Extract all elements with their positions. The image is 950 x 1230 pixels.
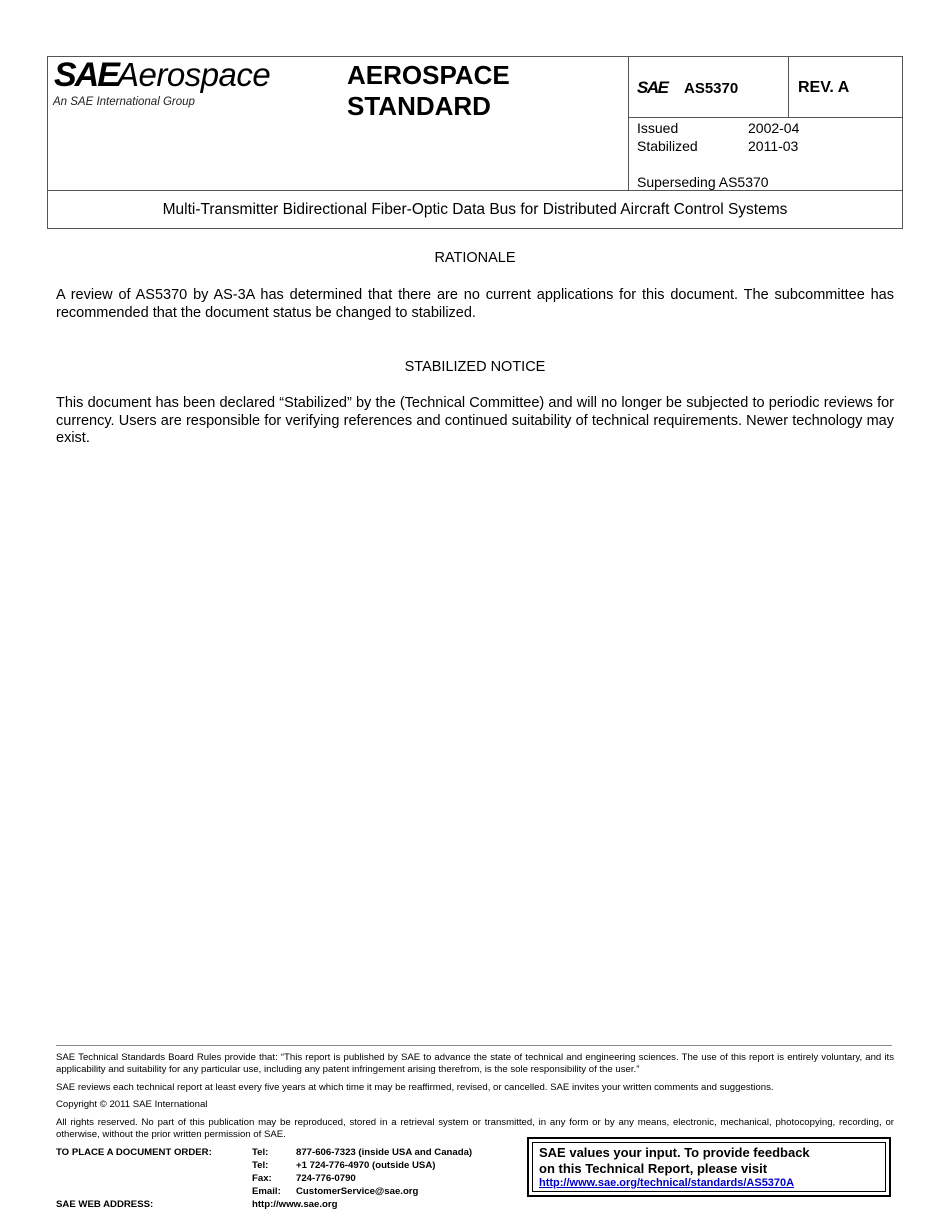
review-text: SAE reviews each technical report at least every five years at which time it may be reaffirmed, revised, or cancelled. SAE invites your written comments and suggestions. [56,1082,774,1093]
rights-text: All rights reserved. No part of this publication may be reproduced, stored in a retrieval system or transmitted, in any form or by any means, electronic, mechanical, photocopying, recording, or otherwise, without the prior written permission of SAE. [56,1117,894,1140]
board-rules-text: SAE Technical Standards Board Rules provide that: “This report is published by SAE to advance the state of technical and engineering sciences. The use of this report is entirely voluntary, and its applicability and suitability for any particular use, including any patent infringement arising therefrom, is the sole responsibility of the user.” [56,1052,894,1075]
superseding-note: Superseding AS5370 [637,174,769,190]
header-divider [47,190,903,191]
tel-intl-value[interactable]: +1 724-776-4970 (outside USA) [296,1160,436,1171]
feedback-line2: on this Technical Report, please visit [539,1160,768,1176]
stabilized-notice-heading: STABILIZED NOTICE [404,359,546,375]
aerospace-logo-text: Aerospace [117,56,271,93]
web-address-label: SAE WEB ADDRESS: [56,1199,154,1210]
logo-subtitle: An SAE International Group [53,96,195,108]
header-divider [628,56,629,190]
document-title: Multi-Transmitter Bidirectional Fiber-Optic Data Bus for Distributed Aircraft Control Systems [162,201,788,218]
document-number: AS5370 [684,80,739,97]
tel-intl-label: Tel: [252,1160,269,1171]
feedback-link[interactable]: http://www.sae.org/technical/standards/AS5370A [539,1177,795,1189]
fax-value: 724-776-0790 [296,1173,356,1184]
order-label: TO PLACE A DOCUMENT ORDER: [56,1147,212,1158]
document-type-line2: STANDARD [347,91,491,121]
tel-label: Tel: [252,1147,269,1158]
rationale-heading: RATIONALE [434,250,516,266]
stabilized-date: 2011-03 [748,138,799,154]
feedback-box-inner [532,1142,886,1192]
copyright: Copyright © 2011 SAE International [56,1099,208,1110]
rationale-text: A review of AS5370 by AS-3A has determined that there are no current applications for this document. The subcommittee has recommended that the document status be changed to stabilized. [56,287,894,321]
header-divider [788,56,789,118]
email-label: Email: [252,1186,281,1197]
footer-divider [56,1045,892,1046]
issued-date: 2002-04 [748,120,800,136]
document-type-line1: AEROSPACE [347,60,510,90]
sae-logo: SAE [54,56,118,94]
feedback-box [527,1137,891,1197]
revision-label: REV. A [798,79,850,96]
tel-value[interactable]: 877-606-7323 (inside USA and Canada) [296,1147,473,1158]
sae-mark-icon: SAE [637,78,668,97]
header-divider [628,117,903,118]
email-value[interactable]: CustomerService@sae.org [296,1186,419,1197]
issued-label: Issued [637,120,679,136]
stabilized-label: Stabilized [637,138,698,154]
feedback-line1: SAE values your input. To provide feedback [539,1145,810,1160]
document-type [347,60,510,122]
fax-label: Fax: [252,1173,272,1184]
stabilized-notice-text: This document has been declared “Stabilized” by the (Technical Committee) and will no longer be subjected to periodic reviews for currency. Users are responsible for verifying references and continued suitability of technical requirements. Newer technology may exist. [56,395,894,446]
web-address-link[interactable]: http://www.sae.org [252,1199,338,1210]
